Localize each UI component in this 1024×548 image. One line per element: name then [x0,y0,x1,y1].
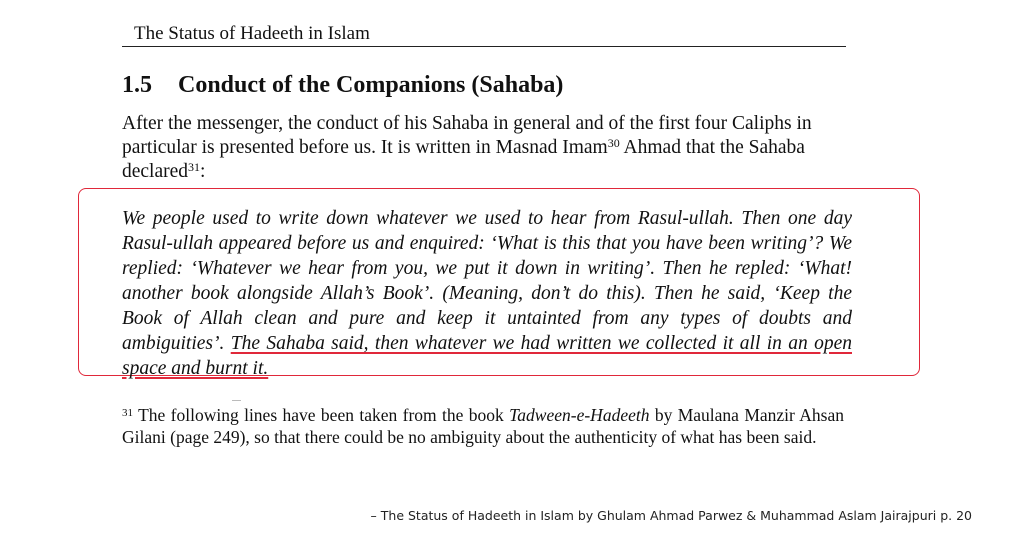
footnote-ref-31: 31 [188,160,201,174]
footnote-text-1: The following lines have been taken from the book [133,405,510,425]
section-title: Conduct of the Companions (Sahaba) [178,72,564,98]
quote-underlined-text: The Sahaba said, then whatever we had written we collected it all in an open space and burnt it. [122,333,852,379]
footnote [122,404,844,448]
footnote-book-title: Tadween-e-Hadeeth [509,405,650,425]
source-caption: – The Status of Hadeeth in Islam by Ghulam Ahmad Parwez & Muhammad Aslam Jairajpuri p. 20 [370,508,972,523]
decorative-tick [232,400,241,401]
quote-text: We people used to write down whatever we used to hear from Rasul-ullah. Then one day Rasul-ullah appeared before us and enquired: ‘What is this that you have been writing’? We replied: ‘Whatever we hear from you, we put it down in writing’. Then he repled: ‘What! another book alongside Allah’s Book’. (Meaning, don’t do this). Then he said, ‘Keep the Book of Allah clean and pure and keep it untainted from any types of doubts and ambiguities’. [122,208,852,354]
quote-paragraph [122,206,852,381]
intro-text-3: : [200,161,206,182]
intro-paragraph [122,112,854,184]
section-number: 1.5 [122,72,152,98]
footnote-ref-30: 30 [607,136,620,150]
intro-text-2: Ahmad that the Sahaba declared [122,137,805,182]
intro-text-1: After the messenger, the conduct of his Sahaba in general and of the first four Caliphs in particular is presented before us. It is written in Masnad Imam [122,113,812,158]
footnote-text-2: by Maulana Manzir Ahsan Gilani (page 249), so that there could be no ambiguity about the authenticity of what has been said. [122,405,845,447]
footnote-number: 31 [122,407,133,419]
section-heading [122,70,563,100]
running-header: The Status of Hadeeth in Islam [122,22,846,47]
